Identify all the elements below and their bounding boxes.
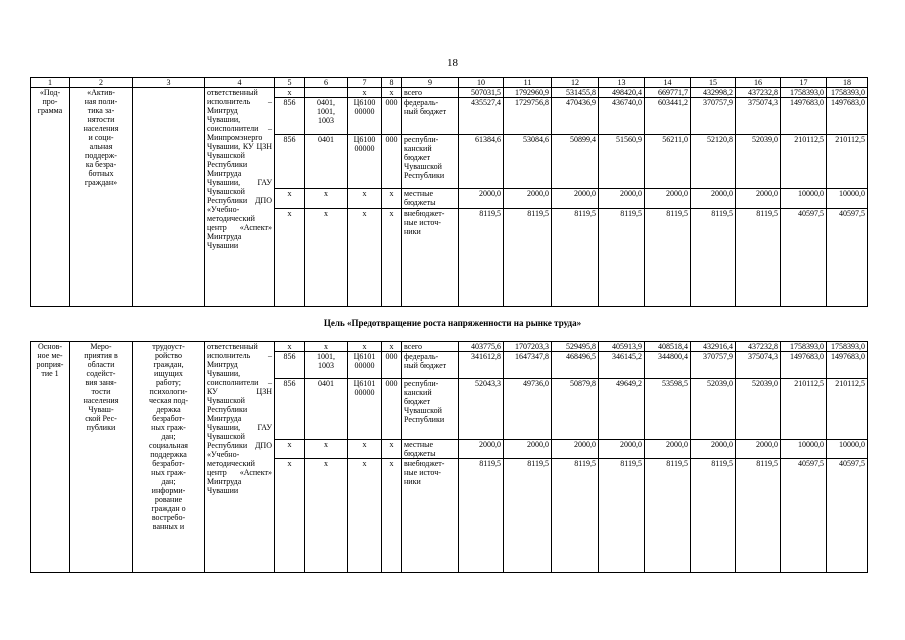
budget-table-main-activity: [30, 341, 868, 573]
column-number-cell: 4: [205, 78, 275, 88]
executor-cell: ответственный исполнитель – Минтруд Чувашии, соисполнители – Минпромэнерго Чувашии, КУ ЦЗН Чувашской Республики Минтруда Чувашии, ГАУ Чувашской Республики ДПО «Учебно-методический центр «Аспект» Минтруда Чувашии: [205, 88, 275, 307]
target-article-code-cell: x: [348, 209, 382, 307]
amount-cell: 437232,8: [736, 342, 781, 352]
funding-source-cell: местные бюджеты: [402, 440, 459, 459]
amount-cell: 2000,0: [552, 440, 599, 459]
amount-cell: 40597,5: [781, 459, 827, 573]
name-cell: «Актив- ная поли- тика за- нятости населения и соци- альная поддерж- ка безра- ботных граждан»: [70, 88, 133, 307]
amount-cell: 2000,0: [691, 189, 736, 209]
amount-cell: 2000,0: [459, 440, 504, 459]
amount-cell: 498420,4: [599, 88, 645, 98]
amount-cell: 2000,0: [552, 189, 599, 209]
column-number-cell: 9: [402, 78, 459, 88]
target-article-code-cell: Ц6100 00000: [348, 98, 382, 135]
expense-type-code-cell: x: [382, 459, 402, 573]
amount-cell: 507031,5: [459, 88, 504, 98]
column-number-cell: 14: [645, 78, 691, 88]
amount-cell: 8119,5: [736, 209, 781, 307]
amount-cell: 468496,5: [552, 352, 599, 379]
amount-cell: 470436,9: [552, 98, 599, 135]
amount-cell: 432998,2: [691, 88, 736, 98]
amount-cell: 40597,5: [781, 209, 827, 307]
goal-heading: Цель «Предотвращение роста напряженности на рынке труда»: [323, 318, 582, 328]
section-code-cell: x: [305, 209, 348, 307]
amount-cell: 8119,5: [599, 209, 645, 307]
amount-cell: 1497683,0: [781, 352, 827, 379]
amount-cell: 52120,8: [691, 135, 736, 189]
amount-cell: 2000,0: [504, 440, 552, 459]
section-code-cell: 0401: [305, 135, 348, 189]
amount-cell: 50899,4: [552, 135, 599, 189]
amount-cell: 210112,5: [781, 135, 827, 189]
amount-cell: 8119,5: [645, 459, 691, 573]
funding-source-cell: местные бюджеты: [402, 189, 459, 209]
amount-cell: 61384,6: [459, 135, 504, 189]
amount-cell: 8119,5: [599, 459, 645, 573]
amount-cell: 50879,8: [552, 379, 599, 440]
amount-cell: 603441,2: [645, 98, 691, 135]
grbs-code-cell: x: [275, 209, 305, 307]
status-cell: Основ- ное ме- роприя- тие 1: [31, 342, 70, 573]
amount-cell: 8119,5: [504, 209, 552, 307]
table-body: [31, 342, 868, 573]
amount-cell: 375074,3: [736, 98, 781, 135]
amount-cell: 529495,8: [552, 342, 599, 352]
expense-type-code-cell: 000: [382, 98, 402, 135]
amount-cell: 8119,5: [691, 459, 736, 573]
amount-cell: 8119,5: [691, 209, 736, 307]
expense-type-code-cell: x: [382, 88, 402, 98]
column-number-cell: 3: [133, 78, 205, 88]
amount-cell: 408518,4: [645, 342, 691, 352]
amount-cell: 49736,0: [504, 379, 552, 440]
target-article-code-cell: x: [348, 189, 382, 209]
amount-cell: 403775,6: [459, 342, 504, 352]
amount-cell: 210112,5: [827, 135, 868, 189]
column-number-cell: 13: [599, 78, 645, 88]
executor-cell: ответственный исполнитель – Минтруд Чувашии, соисполнители – КУ ЦЗН Чувашской Республики Минтруда Чувашии, ГАУ Чувашской Республики ДПО «Учебно-методический центр «Аспект» Минтруда Чувашии: [205, 342, 275, 573]
target-article-code-cell: Ц6101 00000: [348, 379, 382, 440]
expense-type-code-cell: 000: [382, 379, 402, 440]
column-number-cell: 7: [348, 78, 382, 88]
grbs-code-cell: 856: [275, 352, 305, 379]
status-cell: «Под- про- грамма: [31, 88, 70, 307]
amount-cell: 405913,9: [599, 342, 645, 352]
amount-cell: 53084,6: [504, 135, 552, 189]
column-number-row: [31, 78, 868, 88]
section-code-cell: 1001, 1003: [305, 352, 348, 379]
amount-cell: 52039,0: [736, 379, 781, 440]
amount-cell: 1647347,8: [504, 352, 552, 379]
amount-cell: 669771,7: [645, 88, 691, 98]
grbs-code-cell: x: [275, 342, 305, 352]
section-code-cell: x: [305, 440, 348, 459]
section-code-cell: x: [305, 342, 348, 352]
funding-source-cell: всего: [402, 88, 459, 98]
amount-cell: 2000,0: [645, 189, 691, 209]
funding-source-cell: республи- канский бюджет Чувашской Республики: [402, 135, 459, 189]
amount-cell: 8119,5: [459, 209, 504, 307]
column-number-cell: 15: [691, 78, 736, 88]
grbs-code-cell: x: [275, 459, 305, 573]
funding-source-cell: всего: [402, 342, 459, 352]
table-body: [31, 78, 868, 307]
column-number-cell: 18: [827, 78, 868, 88]
amount-cell: 49649,2: [599, 379, 645, 440]
section-code-cell: x: [305, 459, 348, 573]
column-number-cell: 6: [305, 78, 348, 88]
amount-cell: 1707203,3: [504, 342, 552, 352]
funding-source-cell: федераль- ный бюджет: [402, 98, 459, 135]
amount-cell: 344800,4: [645, 352, 691, 379]
amount-cell: 51560,9: [599, 135, 645, 189]
table-row: [31, 88, 868, 98]
target-article-code-cell: x: [348, 88, 382, 98]
amount-cell: 341612,8: [459, 352, 504, 379]
column-number-cell: 16: [736, 78, 781, 88]
column-number-cell: 1: [31, 78, 70, 88]
amount-cell: 2000,0: [691, 440, 736, 459]
name-cell: Меро- приятия в области содейст- вия заня- тости населения Чуваш- ской Рес- публики: [70, 342, 133, 573]
amount-cell: 8119,5: [645, 209, 691, 307]
amount-cell: 2000,0: [599, 189, 645, 209]
expense-type-code-cell: 000: [382, 135, 402, 189]
grbs-code-cell: x: [275, 88, 305, 98]
section-code-cell: 0401: [305, 379, 348, 440]
amount-cell: 210112,5: [827, 379, 868, 440]
amount-cell: 8119,5: [504, 459, 552, 573]
amount-cell: 436740,0: [599, 98, 645, 135]
amount-cell: 40597,5: [827, 209, 868, 307]
expense-type-code-cell: x: [382, 189, 402, 209]
amount-cell: 10000,0: [781, 189, 827, 209]
section-code-cell: x: [305, 189, 348, 209]
amount-cell: 53598,5: [645, 379, 691, 440]
funding-source-cell: республи- канский бюджет Чувашской Республики: [402, 379, 459, 440]
funding-source-cell: федераль- ный бюджет: [402, 352, 459, 379]
column-number-cell: 12: [552, 78, 599, 88]
amount-cell: 56211,0: [645, 135, 691, 189]
amount-cell: 2000,0: [459, 189, 504, 209]
amount-cell: 346145,2: [599, 352, 645, 379]
amount-cell: 432916,4: [691, 342, 736, 352]
target-article-code-cell: x: [348, 342, 382, 352]
expense-type-code-cell: 000: [382, 352, 402, 379]
expense-type-code-cell: x: [382, 342, 402, 352]
target-article-code-cell: x: [348, 440, 382, 459]
table-row: [31, 342, 868, 352]
amount-cell: 370757,9: [691, 352, 736, 379]
amount-cell: 1758393,0: [827, 342, 868, 352]
amount-cell: 8119,5: [552, 209, 599, 307]
target-article-code-cell: x: [348, 459, 382, 573]
amount-cell: 437232,8: [736, 88, 781, 98]
column-number-cell: 8: [382, 78, 402, 88]
amount-cell: 2000,0: [504, 189, 552, 209]
amount-cell: 52039,0: [691, 379, 736, 440]
amount-cell: 2000,0: [599, 440, 645, 459]
grbs-code-cell: 856: [275, 98, 305, 135]
amount-cell: 52043,3: [459, 379, 504, 440]
amount-cell: 1758393,0: [827, 88, 868, 98]
column-number-cell: 17: [781, 78, 827, 88]
amount-cell: 370757,9: [691, 98, 736, 135]
section-code-cell: [305, 88, 348, 98]
column-number-cell: 10: [459, 78, 504, 88]
column-number-cell: 5: [275, 78, 305, 88]
target-cell: трудоуст- ройство граждан, ищущих работу; психологи- ческая под- держка безработ- ных граж- дан; социальная поддержка безработ- ных граж- дан; информи- рование граждан о востребо- ванных и: [133, 342, 205, 573]
amount-cell: 8119,5: [459, 459, 504, 573]
page-number: 18: [447, 57, 458, 69]
funding-source-cell: внебюджет- ные источ- ники: [402, 209, 459, 307]
amount-cell: 1497683,0: [827, 352, 868, 379]
expense-type-code-cell: x: [382, 209, 402, 307]
amount-cell: 435527,4: [459, 98, 504, 135]
expense-type-code-cell: x: [382, 440, 402, 459]
budget-table-subprogram: [30, 77, 868, 307]
amount-cell: 10000,0: [781, 440, 827, 459]
amount-cell: 1758393,0: [781, 342, 827, 352]
amount-cell: 40597,5: [827, 459, 868, 573]
column-number-cell: 11: [504, 78, 552, 88]
target-article-code-cell: Ц6101 00000: [348, 352, 382, 379]
funding-source-cell: внебюджет- ные источ- ники: [402, 459, 459, 573]
amount-cell: 10000,0: [827, 440, 868, 459]
amount-cell: 1792960,9: [504, 88, 552, 98]
grbs-code-cell: x: [275, 440, 305, 459]
amount-cell: 531455,8: [552, 88, 599, 98]
grbs-code-cell: x: [275, 189, 305, 209]
column-number-cell: 2: [70, 78, 133, 88]
amount-cell: 1497683,0: [827, 98, 868, 135]
target-cell: [133, 88, 205, 307]
grbs-code-cell: 856: [275, 135, 305, 189]
amount-cell: 375074,3: [736, 352, 781, 379]
amount-cell: 8119,5: [736, 459, 781, 573]
amount-cell: 2000,0: [736, 440, 781, 459]
amount-cell: 10000,0: [827, 189, 868, 209]
amount-cell: 210112,5: [781, 379, 827, 440]
amount-cell: 52039,0: [736, 135, 781, 189]
target-article-code-cell: Ц6100 00000: [348, 135, 382, 189]
amount-cell: 8119,5: [552, 459, 599, 573]
amount-cell: 1497683,0: [781, 98, 827, 135]
amount-cell: 2000,0: [645, 440, 691, 459]
amount-cell: 2000,0: [736, 189, 781, 209]
section-code-cell: 0401, 1001, 1003: [305, 98, 348, 135]
amount-cell: 1729756,8: [504, 98, 552, 135]
amount-cell: 1758393,0: [781, 88, 827, 98]
grbs-code-cell: 856: [275, 379, 305, 440]
